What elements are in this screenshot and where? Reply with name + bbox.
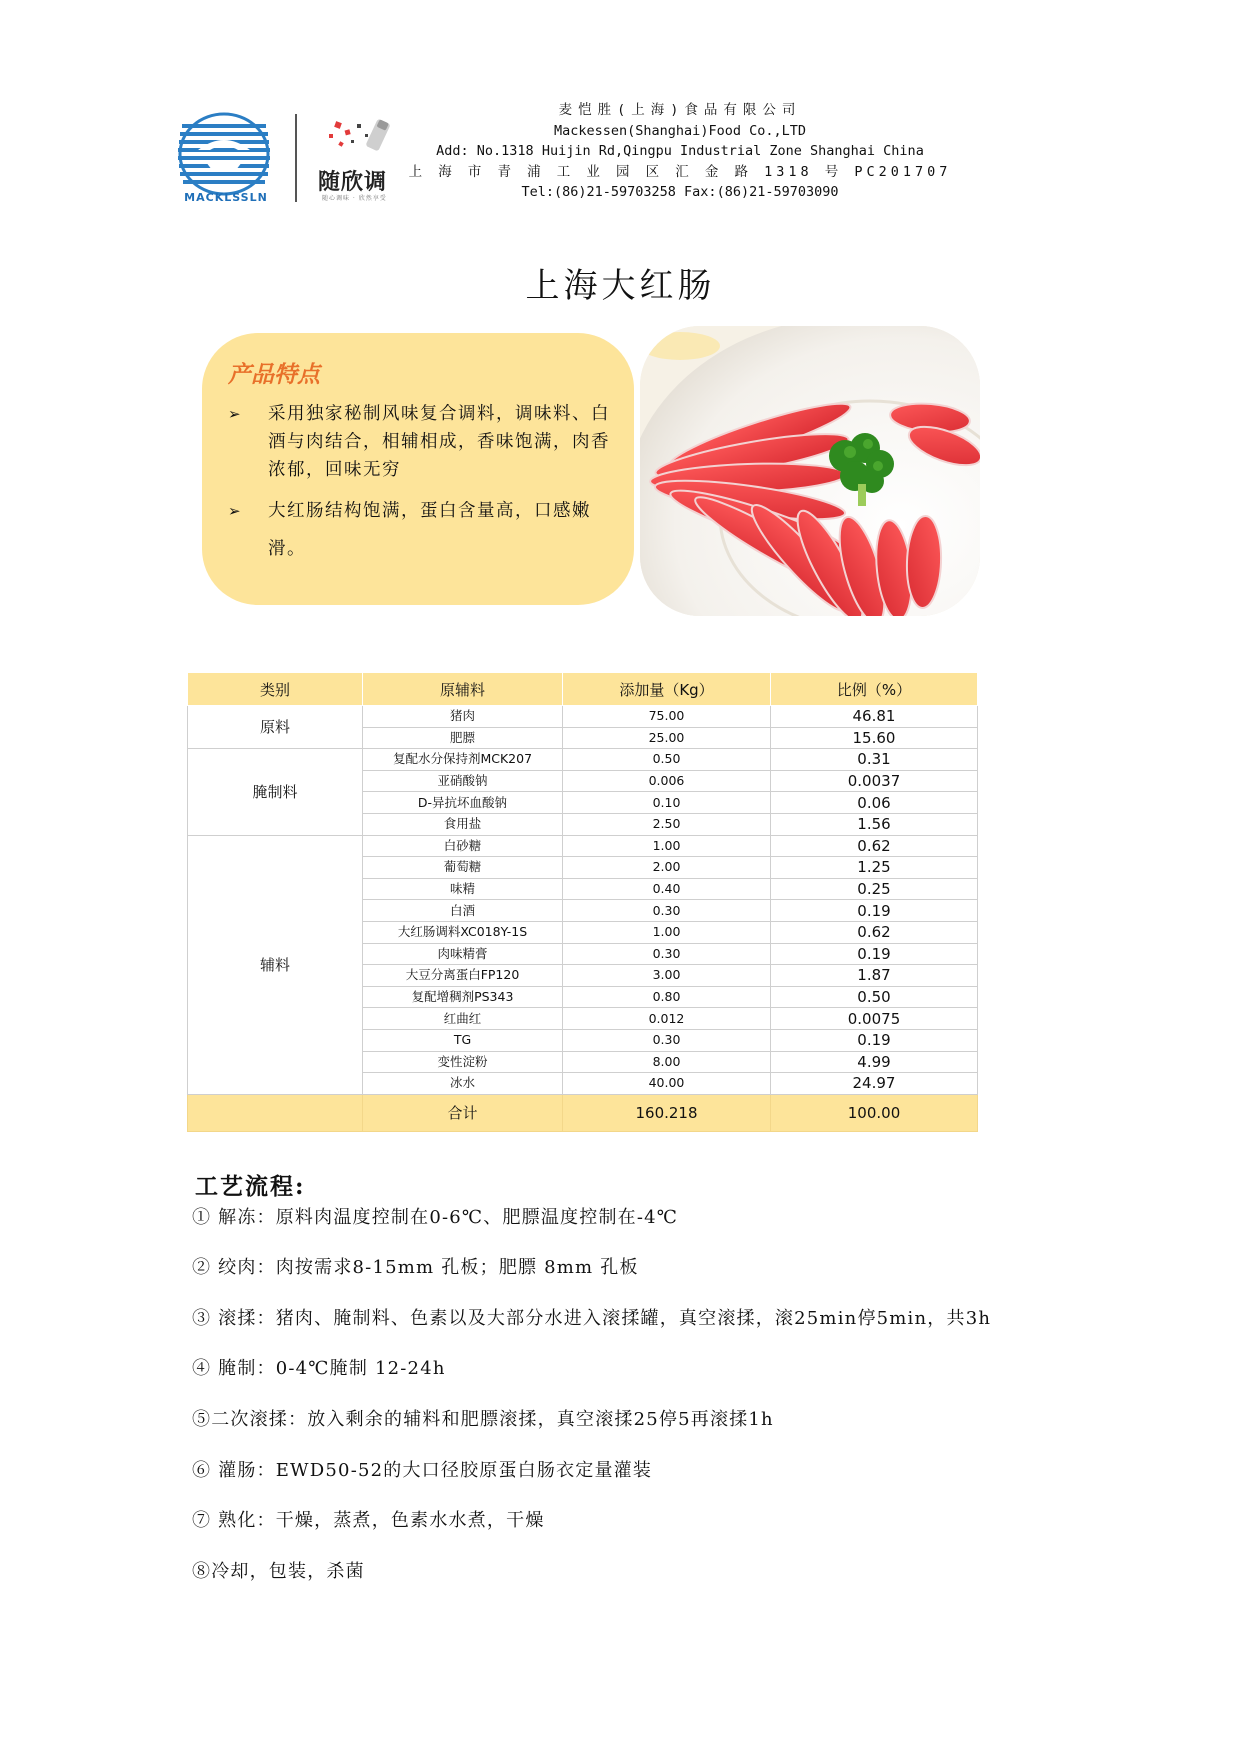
amount-cell: 25.00: [563, 727, 771, 749]
ingredient-cell: 白酒: [363, 900, 563, 922]
ingredient-cell: 复配增稠剂PS343: [363, 986, 563, 1008]
ingredient-cell: 肥膘: [363, 727, 563, 749]
amount-cell: 0.012: [563, 1008, 771, 1030]
process-step: ⑥ 灌肠：EWD50-52的大口径胶原蛋白肠衣定量灌装: [192, 1460, 653, 1481]
total-amount: 160.218: [563, 1094, 771, 1131]
column-header-amount: 添加量（Kg）: [563, 673, 771, 706]
company-address-cn: 上 海 市 青 浦 工 业 园 区 汇 金 路 1318 号 PC201707: [408, 163, 952, 180]
amount-cell: 0.30: [563, 900, 771, 922]
bullet-arrow-icon: ➢: [228, 405, 241, 423]
ratio-cell: 1.87: [771, 965, 978, 987]
table-row: [188, 835, 978, 857]
ingredient-cell: 红曲红: [363, 1008, 563, 1030]
amount-cell: 0.40: [563, 878, 771, 900]
amount-cell: 0.80: [563, 986, 771, 1008]
sausage-plate-image: [640, 326, 980, 616]
ratio-cell: 0.62: [771, 921, 978, 943]
ingredient-cell: 复配水分保持剂MCK207: [363, 749, 563, 771]
amount-cell: 0.30: [563, 1029, 771, 1051]
ratio-cell: 24.97: [771, 1073, 978, 1095]
amount-cell: 2.00: [563, 857, 771, 879]
ingredient-cell: 冰水: [363, 1073, 563, 1095]
ingredient-cell: 葡萄糖: [363, 857, 563, 879]
ratio-cell: 15.60: [771, 727, 978, 749]
amount-cell: 0.30: [563, 943, 771, 965]
suixintiao-brand-tagline: 随心调味 · 欣然享受: [322, 195, 387, 202]
ratio-cell: 1.25: [771, 857, 978, 879]
amount-cell: 0.006: [563, 770, 771, 792]
ingredient-cell: TG: [363, 1029, 563, 1051]
ingredient-cell: 大红肠调料XC018Y-1S: [363, 921, 563, 943]
ratio-cell: 0.19: [771, 900, 978, 922]
ingredient-cell: 猪肉: [363, 706, 563, 728]
feature-heading: 产品特点: [228, 361, 320, 388]
feature-item-text: 大红肠结构饱满，蛋白含量高，口感嫩滑。: [268, 501, 591, 559]
mackessen-brand-text: MACKLSSLN: [184, 191, 268, 204]
ratio-cell: 4.99: [771, 1051, 978, 1073]
ratio-cell: 0.31: [771, 749, 978, 771]
category-cell: 腌制料: [188, 749, 363, 835]
column-header-category: 类别: [188, 673, 363, 706]
table-row: [188, 749, 978, 771]
table-row: [188, 706, 978, 728]
table-header-row: [188, 673, 978, 706]
process-step: ① 解冻：原料肉温度控制在0-6℃、肥膘温度控制在-4℃: [192, 1207, 679, 1228]
amount-cell: 40.00: [563, 1073, 771, 1095]
ratio-cell: 0.50: [771, 986, 978, 1008]
suixintiao-brand-name: 随欣调: [318, 169, 388, 195]
amount-cell: 0.10: [563, 792, 771, 814]
feature-item: [228, 492, 628, 568]
ingredient-cell: 亚硝酸钠: [363, 770, 563, 792]
recipe-table: [187, 672, 978, 1132]
amount-cell: 0.50: [563, 749, 771, 771]
ratio-cell: 0.0037: [771, 770, 978, 792]
process-step: ③ 滚揉：猪肉、腌制料、色素以及大部分水进入滚揉罐，真空滚揉，滚25min停5min，共3h: [192, 1308, 992, 1329]
total-label: 合计: [363, 1094, 563, 1131]
ratio-cell: 0.25: [771, 878, 978, 900]
ingredient-cell: 食用盐: [363, 813, 563, 835]
company-info: [400, 100, 960, 203]
process-step: ⑤二次滚揉：放入剩余的辅料和肥膘滚揉，真空滚揉25停5再滚揉1h: [192, 1409, 774, 1430]
ingredient-cell: 肉味精膏: [363, 943, 563, 965]
process-heading: 工艺流程:: [195, 1173, 306, 1200]
process-step: ⑧冷却，包装，杀菌: [192, 1561, 365, 1582]
header-divider: [295, 114, 297, 202]
ratio-cell: 0.19: [771, 1029, 978, 1051]
company-name-en: Mackessen(Shanghai)Food Co.,LTD: [554, 122, 806, 139]
process-step: ⑦ 熟化：干燥，蒸煮，色素水水煮，干燥: [192, 1510, 545, 1531]
ratio-cell: 0.19: [771, 943, 978, 965]
amount-cell: 1.00: [563, 835, 771, 857]
ratio-cell: 0.0075: [771, 1008, 978, 1030]
feature-item: [228, 400, 628, 484]
column-header-ratio: 比例（%）: [771, 673, 978, 706]
amount-cell: 2.50: [563, 813, 771, 835]
category-cell: 辅料: [188, 835, 363, 1094]
ratio-cell: 1.56: [771, 813, 978, 835]
ratio-cell: 0.06: [771, 792, 978, 814]
company-contact: Tel:(86)21-59703258 Fax:(86)21-59703090: [521, 184, 839, 200]
ratio-cell: 0.62: [771, 835, 978, 857]
document-title: 上海大红肠: [525, 266, 716, 306]
total-ratio: 100.00: [771, 1094, 978, 1131]
ingredient-cell: D-异抗坏血酸钠: [363, 792, 563, 814]
ingredient-cell: 变性淀粉: [363, 1051, 563, 1073]
total-empty-cell: [188, 1094, 363, 1131]
amount-cell: 75.00: [563, 706, 771, 728]
process-step: ② 绞肉：肉按需求8-15mm 孔板；肥膘 8mm 孔板: [192, 1257, 639, 1278]
ingredient-cell: 白砂糖: [363, 835, 563, 857]
bullet-arrow-icon: ➢: [228, 502, 241, 520]
ratio-cell: 46.81: [771, 706, 978, 728]
amount-cell: 8.00: [563, 1051, 771, 1073]
column-header-ingredient: 原辅料: [363, 673, 563, 706]
product-photo: [640, 326, 980, 616]
amount-cell: 1.00: [563, 921, 771, 943]
process-step: ④ 腌制：0-4℃腌制 12-24h: [192, 1358, 446, 1379]
company-name-cn: 麦恺胜(上海)食品有限公司: [558, 102, 802, 118]
amount-cell: 3.00: [563, 965, 771, 987]
table-total-row: [188, 1094, 978, 1131]
feature-item-text: 采用独家秘制风味复合调料，调味料、白酒与肉结合，相辅相成，香味饱满，肉香浓郁，回味无穷: [268, 404, 610, 480]
ingredient-cell: 大豆分离蛋白FP120: [363, 965, 563, 987]
ingredient-cell: 味精: [363, 878, 563, 900]
company-address-en: Add: No.1318 Huijin Rd,Qingpu Industrial Zone Shanghai China: [436, 143, 924, 159]
category-cell: 原料: [188, 706, 363, 749]
